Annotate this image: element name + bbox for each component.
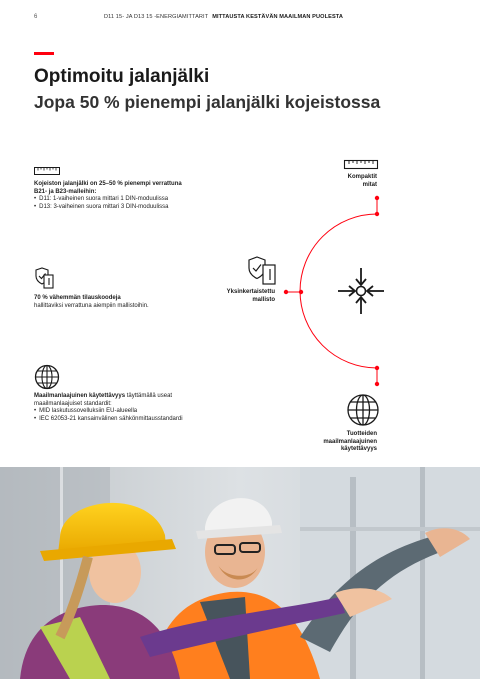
label-line: Tuotteiden [346,431,377,437]
page-subtitle: Jopa 50 % pienempi jalanjälki kojeistossa [34,92,381,112]
dot-bottom-arc [375,366,379,370]
label-line: Kompaktit [347,174,377,180]
feature-order-codes-heading: 70 % vähemmän tilauskoodeja [34,295,121,301]
feature-order-codes-text: hallittaviksi verrattuna aiempiin mallistoihin. [34,302,149,309]
arrows-inward-icon [338,268,384,314]
globe-icon [348,395,378,425]
label-line: maailmanlaajuinen [323,438,377,445]
list-item: • D13: 3-vaiheinen suora mittari 3 DIN-moduulissa [34,204,194,212]
feature-global-heading: Maailmanlaajuinen käytettävyys [34,393,126,399]
dot-bottom [375,382,379,386]
list-item: • MID laskutussovelluksiin EU-alueella [34,408,192,416]
list-item: • IEC 62053-21 kansainvälinen sähkönmittausstandardi [34,416,192,424]
label-compact-dimensions [300,174,377,189]
label-global-usability [300,431,377,454]
label-simplified-range [200,289,275,304]
header-tagline: MITTAUSTA KESTÄVÄN MAAILMAN PUOLESTA [212,14,344,20]
engineers-photo [0,467,480,679]
label-line: mallisto [252,296,275,303]
page-title: Optimoitu jalanjälki [34,66,210,87]
feature-global-text: täyttämällä useat maailmanlaajuiset standardit: [34,393,173,407]
shield-meter-icon [249,257,275,284]
dot-left [284,290,288,294]
label-line: Yksinkertaistettu [226,289,275,295]
page-number: 6 [34,14,38,20]
dot-top-arc [375,212,379,216]
list-item: • D11: 1-vaiheinen suora mittari 1 DIN-moduulissa [34,196,194,204]
dot-top [375,196,379,200]
label-line: käytettävyys [340,446,377,453]
header-product: D11 15- JA D13 15 -ENERGIAMITTARIT [104,14,209,20]
ruler-icon [345,161,378,169]
feature-footprint-heading: Kojeiston jalanjälki on 25–50 % pienempi verrattuna B21- ja B23-malleihin: [34,181,182,195]
label-line: mitat [362,181,377,188]
dot-left-arc [299,290,303,294]
